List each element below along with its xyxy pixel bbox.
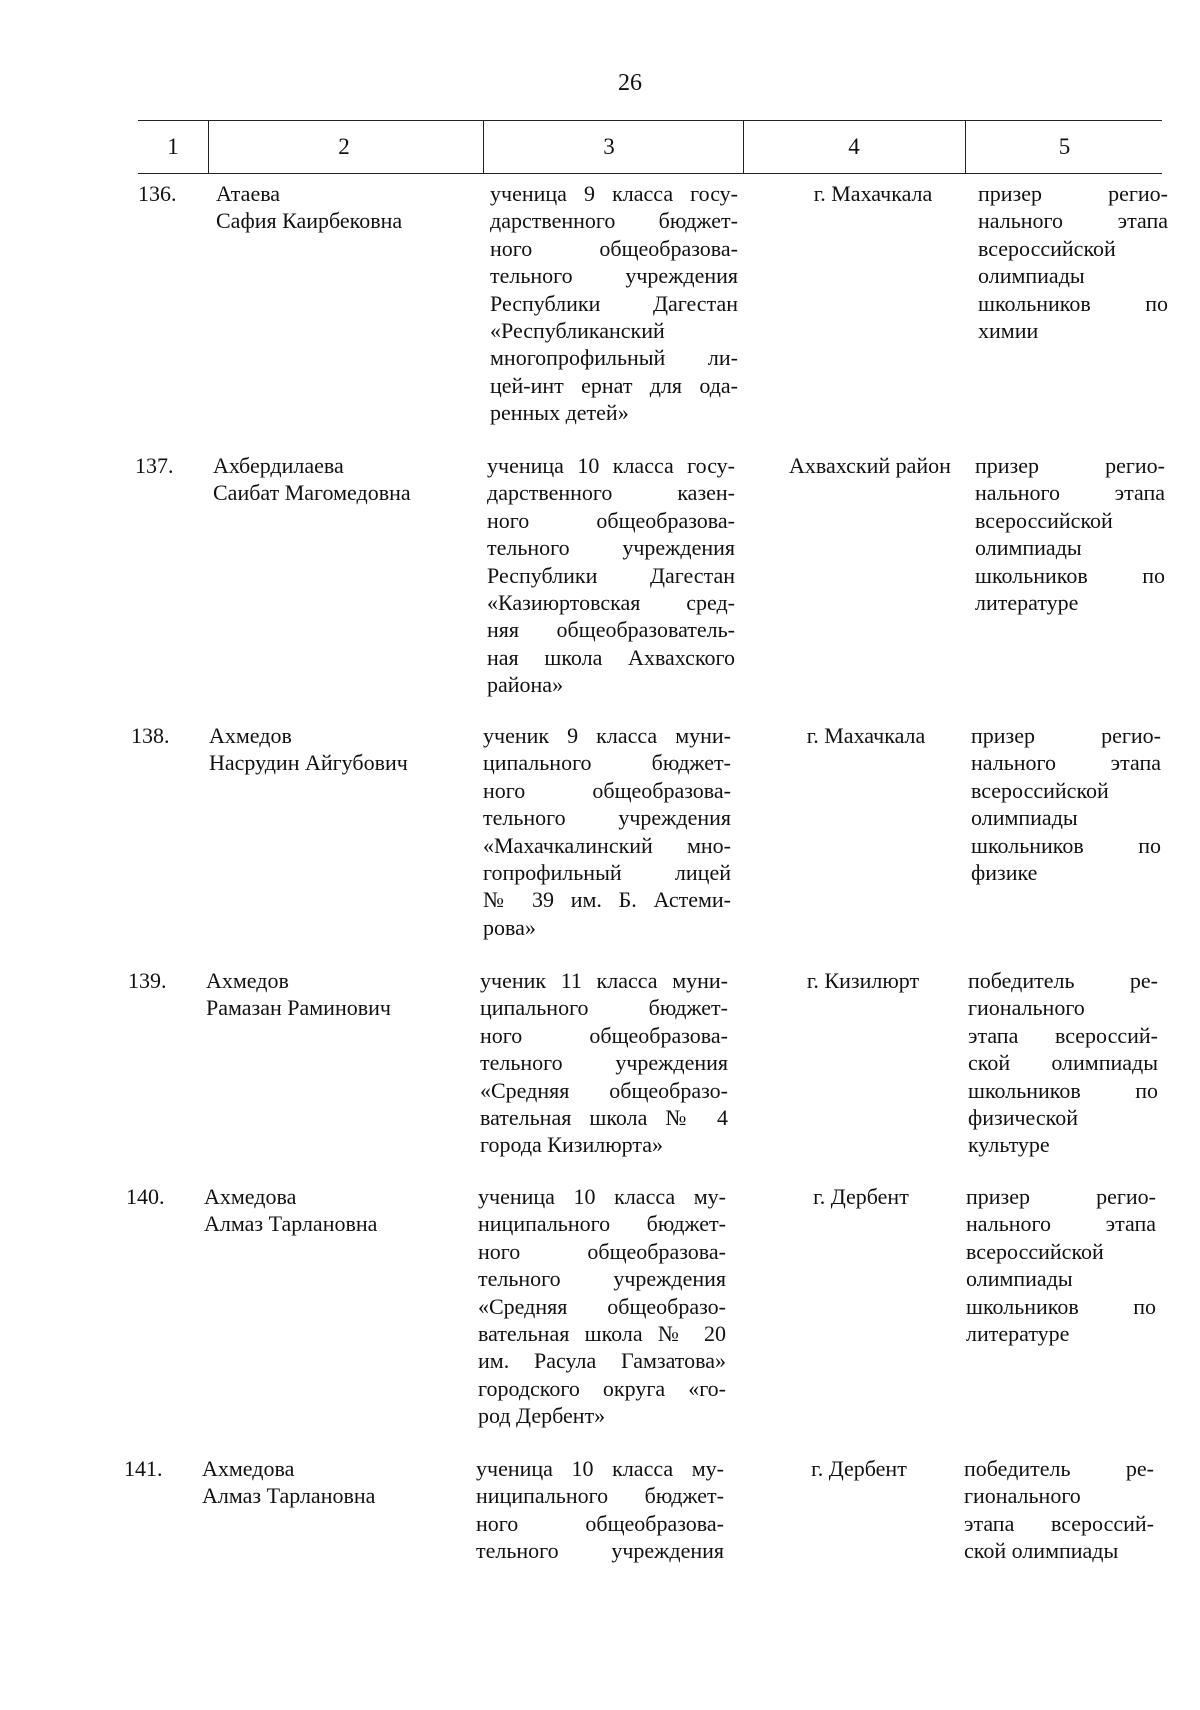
- row-number: 136.: [138, 181, 177, 206]
- student-name: Ахмедова Алмаз Тарлановна: [204, 1184, 378, 1237]
- student-name: Ахмедова Алмаз Тарлановна: [202, 1456, 376, 1509]
- olympiad-status: призер регио- нального этапа всероссийской олимпиады школьников по химии: [978, 181, 1168, 344]
- place: г. Кизилюрт: [806, 968, 920, 993]
- table-header: [138, 120, 1162, 174]
- school-description: ученик 9 класса муни- ципального бюджет- ного общеобразова- тельного учреждения «Махачкалинский мно- гопрофильный лицей № 39 им. Б. Астеми- рова»: [483, 723, 731, 940]
- header-col-4: 4: [743, 121, 964, 173]
- olympiad-status: призер регио- нального этапа всероссийской олимпиады школьников по литературе: [975, 453, 1165, 616]
- header-col-3: 3: [483, 121, 734, 173]
- header-col-5: 5: [965, 121, 1163, 173]
- olympiad-status: призер регио- нального этапа всероссийской олимпиады школьников по литературе: [966, 1184, 1156, 1347]
- header-col-2: 2: [208, 121, 479, 173]
- row-number: 138.: [131, 723, 170, 748]
- place: г. Дербент: [813, 1184, 909, 1209]
- student-name: Ахмедов Рамазан Раминович: [206, 968, 391, 1021]
- school-description: ученица 10 класса му- ниципального бюджет- ного общеобразова- тельного учреждения «Средняя общеобразо- вательная школа № 20 им. Расула Гамзатова» городского округа «го- род Дербент»: [478, 1184, 726, 1429]
- school-description: ученик 11 класса муни- ципального бюджет- ного общеобразова- тельного учреждения «Средняя общеобразо- вательная школа № 4 города Кизилюрта»: [480, 968, 728, 1158]
- school-description: ученица 10 класса госу- дарственного казен- ного общеобразова- тельного учреждения Республики Дагестан «Казиюртовская сред- няя общеобразователь- ная школа Ахвахского района»: [487, 453, 735, 698]
- row-number: 141.: [124, 1456, 163, 1481]
- school-description: ученица 10 класса му- ниципального бюджет- ного общеобразова- тельного учреждения: [476, 1456, 724, 1564]
- place: г. Дербент: [811, 1456, 907, 1481]
- row-number: 139.: [128, 968, 167, 993]
- olympiad-status: победитель ре- гионального этапа всероссий- ской олимпиады школьников по физической культуре: [968, 968, 1158, 1158]
- page-number: 26: [618, 70, 642, 96]
- olympiad-status: призер регио- нального этапа всероссийской олимпиады школьников по физике: [971, 723, 1161, 886]
- row-number: 140.: [126, 1184, 165, 1209]
- place: г. Махачкала: [806, 723, 926, 748]
- row-number: 137.: [135, 453, 174, 478]
- student-name: Ахмедов Насрудин Айгубович: [209, 723, 408, 776]
- student-name: Ахбердилаева Саибат Магомедовна: [213, 453, 411, 506]
- student-name: Атаева Сафия Каирбековна: [216, 181, 403, 234]
- header-col-1: 1: [167, 134, 179, 159]
- olympiad-status: победитель ре- гионального этапа всероссий- ской олимпиады: [964, 1456, 1154, 1564]
- school-description: ученица 9 класса госу- дарственного бюджет- ного общеобразова- тельного учреждения Республики Дагестан «Республиканский многопрофильный ли- цей-инт ернат для ода- ренных детей»: [490, 181, 738, 426]
- place: Ахвахский район: [789, 453, 951, 478]
- place: г. Махачкала: [813, 181, 933, 206]
